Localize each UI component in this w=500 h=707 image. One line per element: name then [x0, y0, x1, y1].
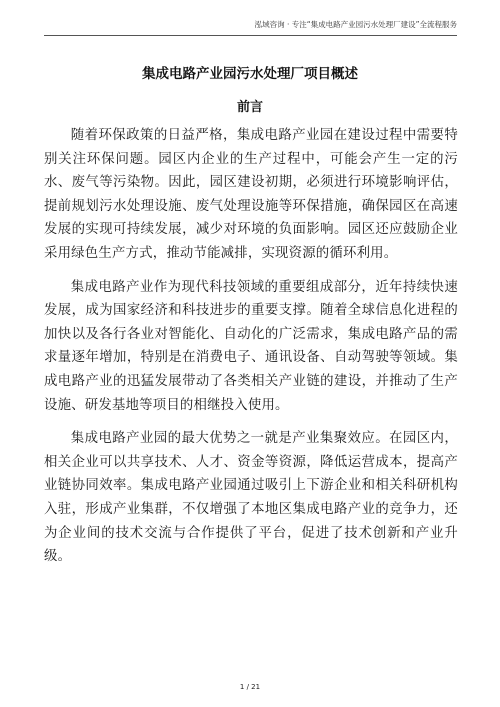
- document-body: [44, 124, 458, 579]
- paragraph-2: 集成电路产业作为现代科技领域的重要组成部分，近年持续快速发展，成为国家经济和科技进步的重要支撑。随着全球信息化进程的加快以及各行各业对智能化、自动化的广泛需求，集成电路产品的需求量逐年增加，特别是在消费电子、通讯设备、自动驾驶等领域。集成电路产业的迅猛发展带动了各类相关产业链的建设，并推动了生产设施、研发基地等项目的相继投入使用。: [44, 279, 458, 413]
- page-number: 1 / 21: [239, 683, 261, 691]
- section-heading-preface: 前言: [236, 100, 263, 115]
- page-header-text: 泓域咨询 · 专注“集成电路产业园污水处理厂建设”全流程服务: [254, 20, 457, 29]
- paragraph-3: 集成电路产业园的最大优势之一就是产业集聚效应。在园区内，相关企业可以共享技术、人才、资金等资源，降低运营成本，提高产业链协同效率。集成电路产业园通过吸引上下游企业和相关科研机构入驻，形成产业集群，不仅增强了本地区集成电路产业的竞争力，还为企业间的技术交流与合作提供了平台，促进了技术创新和产业升级。: [44, 431, 458, 565]
- paragraph-1: 随着环保政策的日益严格，集成电路产业园在建设过程中需要特别关注环保问题。园区内企业的生产过程中，可能会产生一定的污水、废气等污染物。因此，园区建设初期，必须进行环境影响评估，提前规划污水处理设施、废气处理设施等环保措施，确保园区在高速发展的实现可持续发展，减少对环境的负面影响。园区还应鼓励企业采用绿色生产方式，推动节能减排，实现资源的循环利用。: [44, 128, 458, 261]
- document-title: 集成电路产业园污水处理厂项目概述: [142, 66, 358, 82]
- header-divider: [44, 35, 457, 36]
